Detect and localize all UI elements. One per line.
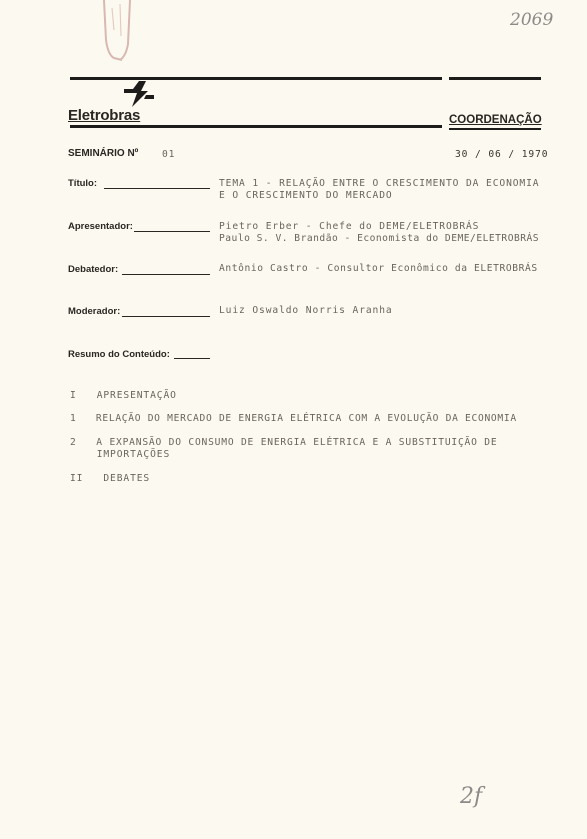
section-title: COORDENAÇÃO [449, 114, 542, 126]
debatedor-label: Debatedor: [68, 264, 119, 275]
apresentador-fill-line [134, 231, 210, 232]
header-top-rule-right [449, 77, 541, 80]
outline-item: II DEBATES [70, 473, 151, 484]
debatedor-fill-line [122, 274, 210, 275]
titulo-line-2: E O CRESCIMENTO DO MERCADO [219, 190, 393, 201]
outline-item: 1 RELAÇÃO DO MERCADO DE ENERGIA ELÉTRICA COM A EVOLUÇÃO DA ECONOMIA [70, 413, 517, 424]
moderador-value: Luiz Oswaldo Norris Aranha [219, 305, 393, 316]
titulo-fill-line [104, 188, 210, 189]
resumo-fill-line [174, 358, 210, 359]
outline-item: 2 A EXPANSÃO DO CONSUMO DE ENERGIA ELÉTRICA E A SUBSTITUIÇÃO DE [70, 437, 498, 448]
seminar-date: 30 / 06 / 1970 [455, 149, 549, 160]
debatedor-value: Antônio Castro - Consultor Econômico da ELETROBRÁS [219, 263, 538, 274]
apresentador-line-2: Paulo S. V. Brandão - Economista do DEME/ELETROBRÁS [219, 233, 540, 244]
staple-mark [100, 0, 140, 62]
seminar-label: SEMINÁRIO Nº [68, 148, 139, 159]
titulo-line-1: TEMA 1 - RELAÇÃO ENTRE O CRESCIMENTO DA ECONOMIA [219, 178, 540, 189]
seminar-number: 01 [162, 149, 176, 160]
brand-name: Eletrobras [68, 107, 141, 124]
titulo-label: Título: [68, 178, 98, 189]
header-top-rule [70, 77, 442, 80]
apresentador-line-1: Pietro Erber - Chefe do DEME/ELETROBRÁS [219, 221, 480, 232]
apresentador-label: Apresentador: [68, 221, 133, 232]
resumo-label: Resumo do Conteúdo: [68, 349, 170, 360]
outline-item: IMPORTAÇÕES [70, 449, 171, 460]
header-bottom-rule [70, 125, 442, 128]
moderador-label: Moderador: [68, 306, 121, 317]
handwritten-page-number: 2069 [510, 10, 554, 30]
header-bottom-rule-right [449, 128, 541, 130]
eletrobras-logo-icon [122, 81, 156, 107]
outline-item: I APRESENTAÇÃO [70, 390, 177, 401]
moderador-fill-line [122, 316, 210, 317]
handwritten-initials: 2f [460, 784, 483, 809]
